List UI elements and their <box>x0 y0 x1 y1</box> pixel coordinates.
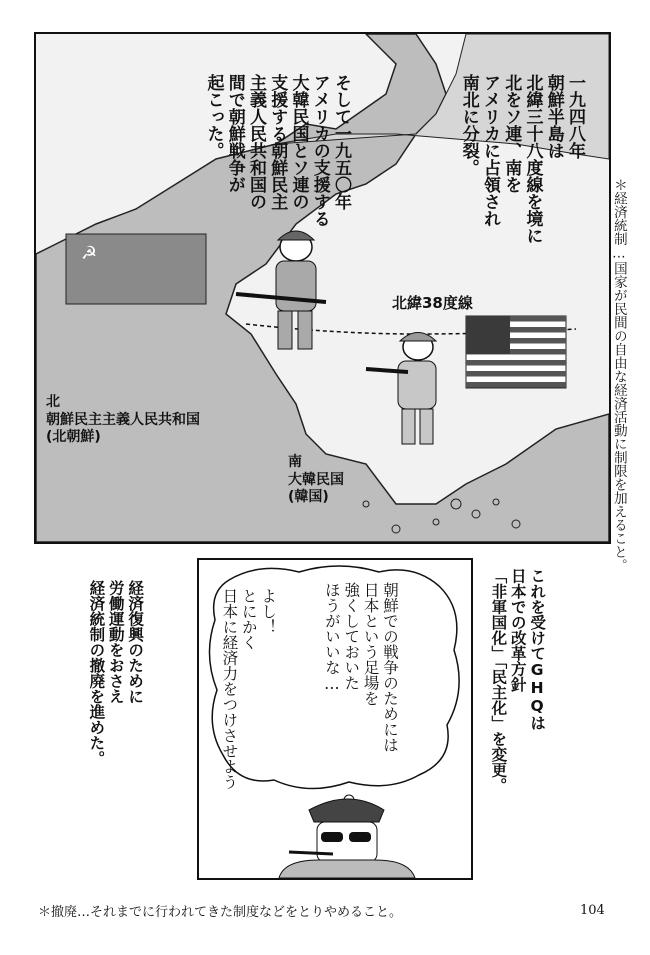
north-short-name: (北朝鮮) <box>46 429 101 445</box>
south-country-name: 大韓民国 <box>288 471 344 488</box>
economic-control-note: ＊経済統制…国家が民間の自由な経済活動に制限を加えること。 <box>610 178 627 572</box>
north-country-name: 朝鮮民主主義人民共和国 <box>46 411 200 428</box>
south-direction: 南 <box>288 454 302 470</box>
ghq-policy-narration: これを受けてGHQは 日本での改革方針 「非軍国化」「民主化」を変更。 <box>489 568 547 793</box>
narration-1948: 一九四八年 朝鮮半島は 北緯三十八度線を境に 北をソ連、南を アメリカに占領され 南北に分裂。 <box>458 74 585 244</box>
recovery-narration: 経済復興のために 労働運動をおさえ 経済統制の撤廃を進めた。 <box>87 580 145 766</box>
macarthur-panel <box>197 558 473 880</box>
svg-text:☭: ☭ <box>81 243 98 264</box>
south-korea-label <box>288 454 344 507</box>
soviet-flag-icon <box>66 234 206 304</box>
north-direction: 北 <box>46 394 60 410</box>
thought-bubble-text-2: よし！ とにかく 日本に経済力をつけさせよう <box>220 588 278 790</box>
narration-1950: そして一九五〇年 アメリカの支援する 大韓民国とソ連の 支援する朝鮮民主 主義人民共和国の 間で朝鮮戦争が 起こった。 <box>203 74 351 227</box>
parallel-38-label: 北緯38度線 <box>392 294 473 312</box>
abolition-footnote: ＊撤廃…それまでに行われてきた制度などをとりやめること。 <box>38 905 403 920</box>
page-number: 104 <box>580 903 605 918</box>
top-panel <box>34 32 611 544</box>
south-short-name: (韓国) <box>288 489 329 505</box>
thought-bubble-text: 朝鮮での戦争のためには 日本という足場を 強くしておいた ほうがいいな… <box>322 582 399 753</box>
north-korea-label <box>46 394 200 447</box>
